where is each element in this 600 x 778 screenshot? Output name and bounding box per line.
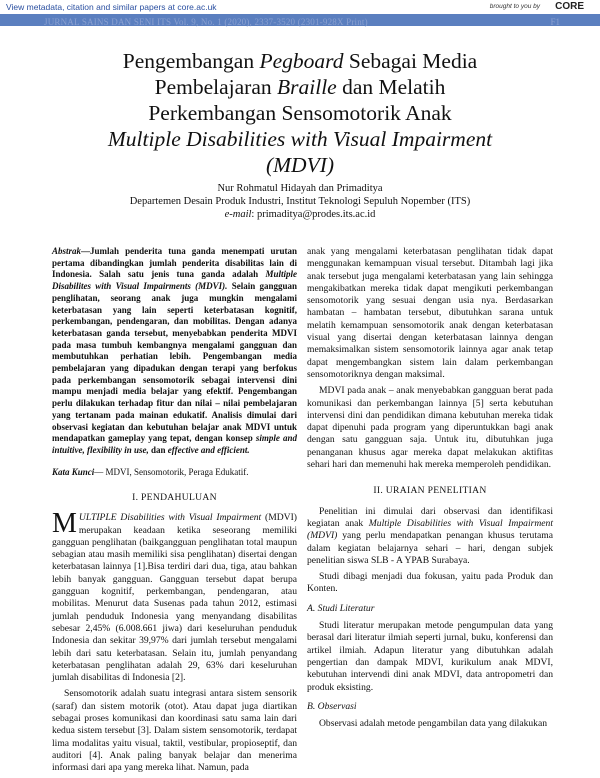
drop-cap: M bbox=[52, 508, 77, 540]
left-column bbox=[52, 246, 297, 778]
body-paragraph: Observasi adalah metode pengambilan data yang dilakukan bbox=[319, 718, 548, 730]
paper-title: Pengembangan Pegboard Sebagai Media Pembelajaran Braille dan Melatih Perkembangan Sensomotorik Anak Multiple Disabilities with Visual Impairment (MDVI) bbox=[50, 48, 550, 178]
core-logo[interactable]: CORE bbox=[555, 1, 584, 12]
intro-paragraph-1: MULTIPLE Disabilities with Visual Impairment (MDVI) merupakan keadaan ketika seseorang memiliki gangguan penglihatan (baikgangguan penglihatan total maupun sebagian atau masih memiliki sisa penglihatan) disertai dengan keterbatasan lainnya [1].Bisa terdiri dari dua, tiga, atau bahkan lebih banyak gangguan. Gangguan tersebut dapat berupa gangguan kognitif, perkembangan, pendengaran, atau mobilitas. Menurut data Susenas pada tahun 2012, estimasi jumlah penduduk Indonesia yang menyandang disabilitas sebesar 2,45% (6.008.661 jiwa) dari keseluruhan penduduk Indonesia dan sekitar 39,97% dari jumlah tersebut mengalami lebih dari satu keterbatasan. Selain itu, jumlah penyandang keterbatasan penglihatan adalah 29, 63% dari keseluruhan jumlah disabilitas di Indonesia [2]. bbox=[52, 508, 297, 684]
page-number: F1 bbox=[550, 17, 560, 27]
author-block bbox=[50, 182, 550, 221]
body-paragraph: Studi literatur merupakan metode pengumpulan data yang berasal dari literatur ilmiah seperti jurnal, buku, konferensi dan artikel ilmiah. Adapun literatur yang dibutuhkan adalah pengertian dan dampak MDVI, kurikulum anak MDVI, kebutuhan intervendi dini anak MDVI, data antropometri dan produk eksisting. bbox=[307, 620, 553, 693]
author-names: Nur Rohmatul Hidayah dan Primaditya bbox=[217, 183, 383, 194]
body-paragraph: Penelitian ini dimulai dari observasi dan identifikasi kegiatan anak Multiple Disabilities with Visual Impairment (MDVI) yang perlu mendapatkan penangan khusus terutama dalam kegiatan belajarnya sehari – hari, dengan subjek penelitian siswa SLB - A YPAB Surabaya. bbox=[307, 505, 553, 566]
core-metadata-link[interactable]: View metadata, citation and similar papers at core.ac.uk bbox=[6, 2, 217, 12]
brought-to-you-text: brought to you by bbox=[489, 3, 540, 10]
journal-header: JURNAL SAINS DAN SENI ITS Vol. 9, No. 1 (2020), 2337-3520 (2301-928X Print) bbox=[44, 17, 368, 27]
right-column bbox=[307, 246, 553, 734]
provided-by-link[interactable]: provided by Jurnal Sains dan Seni ITS bbox=[473, 29, 584, 36]
subsection-heading-studi-literatur: A. Studi Literatur bbox=[307, 602, 375, 614]
section-heading-uraian: II. URAIAN PENELITIAN bbox=[373, 485, 487, 497]
paper-subtitle: Multiple Disabilities with Visual Impairment bbox=[107, 127, 493, 151]
abstract: Abstrak—Jumlah penderita tuna ganda menempati urutan pertama dibandingkan jumlah penderita disabilitas lain di Indonesia. Salah satu jenis tuna ganda adalah Multiple Disabilites with Visual Impairments (MDVI). Selain gangguan penglihatan, seorang anak juga mungkin mengalami keterbatasan yang lain seperti keterbatasan kognitif, perkembangan, pendengaran, dan mobilitas. Dengan adanya keterbatasan ganda tersebut, menyebabkan penderita MDVI pada masa tumbuh kembangnya mengalami gangguan dan membutuhkan perhatian lebih. Pengembangan media pembelajaran yang dipadukan dengan terapi yang berfokus pada perkembangan sensomotorik sebagai intervensi dini mampu menjadi media belajar yang efektif. Pengembangan perlu dilakukan terhadap fitur dan nilai – nilai pembelajaran yang tertanam pada mainan edukatif. Analisis dimulai dari observasi kegiatan dan kebutuhan belajar anak MDVI untuk mendapatkan gameplay yang tepat, dengan konsep simple and intuitive, flexibility in use, dan effective and efficient. bbox=[52, 246, 298, 455]
body-paragraph: anak yang mengalami keterbatasan penglihatan tidak dapat menggunakan kemampuan visual tersebut. Ditambah lagi jika anak tersebut juga mengalami keterbatasan yang lain sehingga mengakibatkan mereka tidak dapat mengikuti perkembangan sensomotorik yang sesuai dengan usia nya. Berdasarkan hambatan – hambatan tersebut, dibutuhkan sarana untuk melatih kemampuan sensomotorik anak dengan keterbatasan visual yang disertai dengan keterbatasan lainnya dengan memaksimalkan sistem sensomotorik lainnya agar anak tetap dapat mengembangkan sistem lain dalam perkembangan sensomotoriknya dengan maksimal. bbox=[307, 246, 553, 380]
body-paragraph: Studi dibagi menjadi dua fokusan, yaitu pada Produk dan Konten. bbox=[307, 571, 553, 595]
author-affiliation: Departemen Desain Produk Industri, Institut Teknologi Sepuluh Nopember (ITS) bbox=[129, 196, 471, 207]
author-email: e-mail: primaditya@prodes.its.ac.id bbox=[224, 209, 376, 220]
body-paragraph: MDVI pada anak – anak menyebabkan gangguan berat pada komunikasi dan perkembangan lainnya [5] serta kebutuhan intervensi dini dan pendidikan dimana kebutuhan mereka tidak dapat dipenuhi pada program yang diperuntukkan bagi anak dengan satu gangguan saja. Untuk itu, dibutuhkan juga penanganan khusus agar mereka dapat melakukan aktifitas sehari hari dan memenuhi hak mereka memperoleh pendidikan. bbox=[307, 385, 553, 471]
subsection-heading-observasi: B. Observasi bbox=[307, 700, 357, 712]
section-heading-pendahuluan: I. PENDAHULUAN bbox=[132, 491, 217, 503]
core-banner bbox=[0, 0, 600, 14]
keywords: Kata Kunci— MDVI, Sensomotorik, Peraga Edukatif. bbox=[52, 466, 249, 477]
intro-paragraph-2: Sensomotorik adalah suatu integrasi antara sistem sensorik (saraf) dan sistem motorik (otot). Atau dapat juga diartikan sebagai proses komunikasi dan koordinasi satu sama lain dari kedua sistem tersebut [3]. Dalam sistem sensomotorik, terdapat lima modalitas yaitu visual, taktil, vestibular, propioseptif, dan auditori [4]. Anak paling banyak belajar dan menerima informasi dari apa yang mereka lihat. Namun, pada bbox=[52, 688, 297, 774]
